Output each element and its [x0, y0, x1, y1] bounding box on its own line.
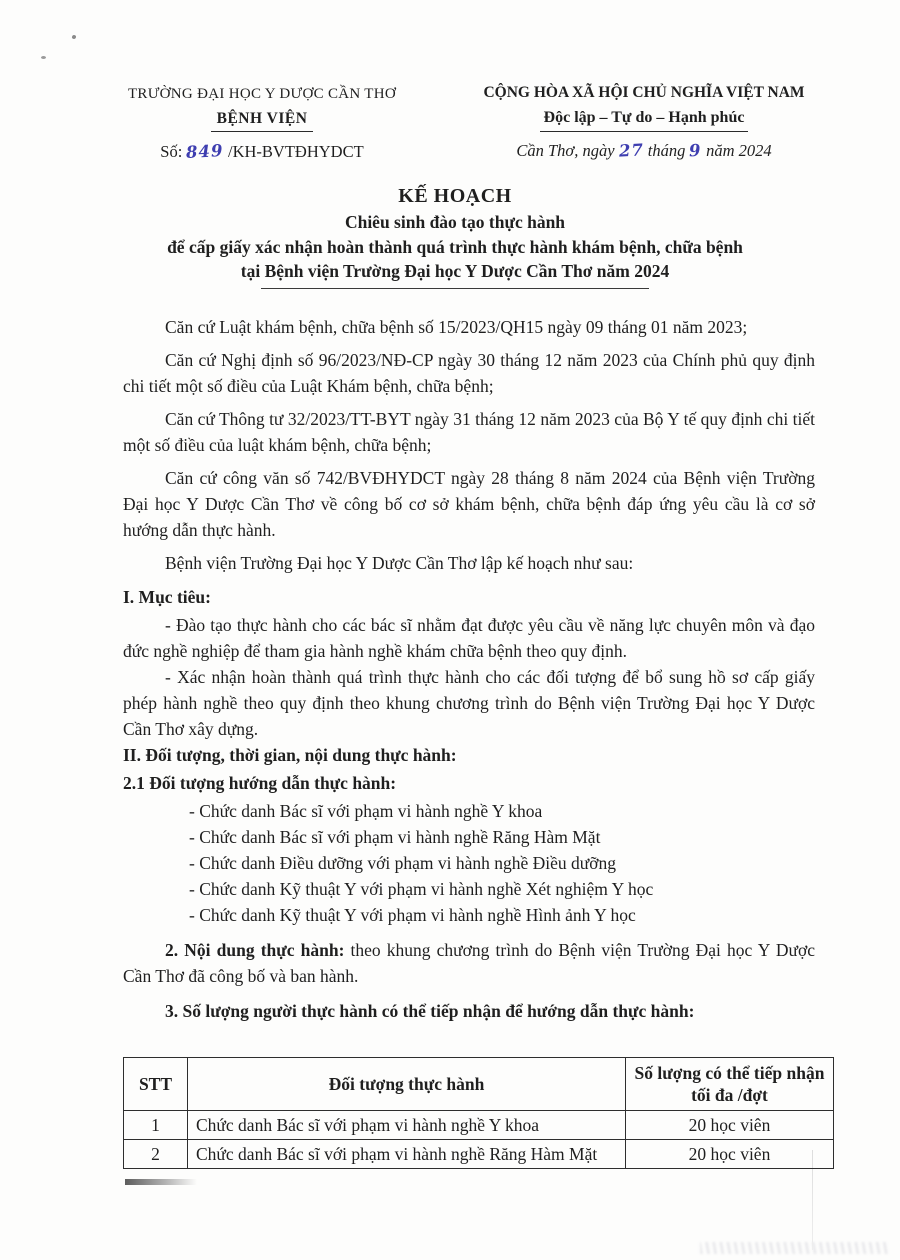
cell-stt: 1 — [124, 1111, 188, 1140]
title-underline-rule — [261, 288, 649, 289]
section-1-heading: I. Mục tiêu: — [123, 587, 211, 607]
date-month-handwritten: 9 — [688, 140, 703, 161]
goal-item: - Đào tạo thực hành cho các bác sĩ nhằm đạt được yêu cầu về năng lực chuyên môn và đạo đức nghề nghiệp để tham gia hành nghề khám chữa bệnh theo quy định. — [123, 615, 815, 661]
cell-so-luong: 20 học viên — [626, 1111, 834, 1140]
title-line-4: tại Bệnh viện Trường Đại học Y Dược Cần Thơ năm 2024 — [240, 261, 670, 281]
scan-smudge-corner — [700, 1242, 890, 1254]
university-name: TRƯỜNG ĐẠI HỌC Y DƯỢC CẦN THƠ — [127, 86, 397, 102]
legal-basis-paragraph: Căn cứ Nghị định số 96/2023/NĐ-CP ngày 30 tháng 12 năm 2023 của Chính phủ quy định chi tiết một số điều của Luật Khám bệnh, chữa bệnh; — [123, 350, 815, 396]
col-header-so-luong: Số lượng có thể tiếp nhận tối đa /đợt — [626, 1058, 834, 1111]
document-title-block — [80, 183, 830, 289]
content-item-2-text: theo khung chương trình do Bệnh viện Trường Đại học Y Dược Cần Thơ đã công bố và ban hành. — [123, 940, 815, 986]
national-title: CỘNG HÒA XÃ HỘI CHỦ NGHĨA VIỆT NAM — [483, 84, 805, 101]
scan-speck — [41, 56, 46, 59]
date-suffix: năm 2024 — [706, 141, 772, 161]
intro-paragraph: Bệnh viện Trường Đại học Y Dược Cần Thơ lập kế hoạch như sau: — [165, 553, 634, 573]
date-prefix: Cần Thơ, ngày — [516, 141, 615, 161]
col-header-stt: STT — [124, 1058, 188, 1111]
practice-target-item: - Chức danh Điều dưỡng với phạm vi hành nghề Điều dưỡng — [189, 853, 617, 873]
national-motto: Độc lập – Tự do – Hạnh phúc — [540, 107, 749, 132]
table-row — [124, 1140, 834, 1169]
cell-so-luong: 20 học viên — [626, 1140, 834, 1169]
goal-item: - Xác nhận hoàn thành quá trình thực hành cho các đối tượng để bổ sung hồ sơ cấp giấy phép hành nghề theo quy định theo khung chương trình do Bệnh viện Trường Đại học Y Dược Cần Thơ xây dựng. — [123, 667, 815, 739]
document-body — [123, 314, 815, 1026]
date-day-handwritten: 27 — [618, 140, 645, 161]
section-2-1-heading: 2.1 Đối tượng hướng dẫn thực hành: — [123, 773, 397, 793]
scan-smudge-bar — [125, 1179, 197, 1185]
practice-target-item: - Chức danh Kỹ thuật Y với phạm vi hành nghề Hình ảnh Y học — [189, 905, 636, 925]
issuer-block — [72, 84, 452, 164]
practice-target-list — [123, 798, 815, 928]
document-number-suffix: /KH-BVTĐHYDCT — [228, 142, 364, 162]
table-header-row — [124, 1058, 834, 1111]
cell-doi-tuong: Chức danh Bác sĩ với phạm vi hành nghề Y khoa — [188, 1111, 626, 1140]
document-number-label: Số: — [160, 142, 183, 162]
content-item-2 — [123, 937, 815, 989]
document-number-line — [72, 140, 452, 164]
title-line-3: để cấp giấy xác nhận hoàn thành quá trình thực hành khám bệnh, chữa bệnh — [167, 237, 743, 257]
legal-basis-paragraph: Căn cứ Luật khám bệnh, chữa bệnh số 15/2023/QH15 ngày 09 tháng 01 năm 2023; — [165, 317, 748, 337]
scan-speck — [71, 34, 76, 39]
content-item-3 — [123, 998, 815, 1024]
cell-stt: 2 — [124, 1140, 188, 1169]
capacity-table-body — [124, 1111, 834, 1169]
table-row — [124, 1111, 834, 1140]
cell-doi-tuong: Chức danh Bác sĩ với phạm vi hành nghề Răng Hàm Mặt — [188, 1140, 626, 1169]
content-item-3-label: 3. Số lượng người thực hành có thể tiếp nhận để hướng dẫn thực hành: — [165, 1001, 695, 1021]
section-2-heading: II. Đối tượng, thời gian, nội dung thực hành: — [123, 745, 457, 765]
content-item-2-label: 2. Nội dung thực hành: — [165, 940, 345, 960]
legal-basis-paragraph: Căn cứ công văn số 742/BVĐHYDCT ngày 28 tháng 8 năm 2024 của Bệnh viện Trường Đại học Y Dược Cần Thơ về công bố cơ sở khám bệnh, chữa bệnh đáp ứng yêu cầu là cơ sở hướng dẫn thực hành. — [123, 468, 815, 540]
date-mid: tháng — [647, 141, 686, 161]
document-type-title: KẾ HOẠCH — [398, 185, 512, 207]
legal-basis-paragraph: Căn cứ Thông tư 32/2023/TT-BYT ngày 31 tháng 12 năm 2023 của Bộ Y tế quy định chi tiết một số điều của luật khám bệnh, chữa bệnh; — [123, 409, 815, 455]
col-header-doi-tuong: Đối tượng thực hành — [188, 1058, 626, 1111]
national-header-block — [448, 82, 840, 162]
capacity-table-header — [124, 1058, 834, 1111]
capacity-table — [123, 1057, 834, 1169]
place-date-line — [448, 139, 840, 162]
practice-target-item: - Chức danh Kỹ thuật Y với phạm vi hành nghề Xét nghiệm Y học — [189, 879, 654, 899]
practice-target-item: - Chức danh Bác sĩ với phạm vi hành nghề Y khoa — [189, 801, 543, 821]
document-number-handwritten: 849 — [185, 141, 225, 163]
practice-target-item: - Chức danh Bác sĩ với phạm vi hành nghề Răng Hàm Mặt — [189, 827, 601, 847]
title-line-2: Chiêu sinh đào tạo thực hành — [344, 212, 566, 232]
hospital-name: BỆNH VIỆN — [211, 108, 314, 132]
